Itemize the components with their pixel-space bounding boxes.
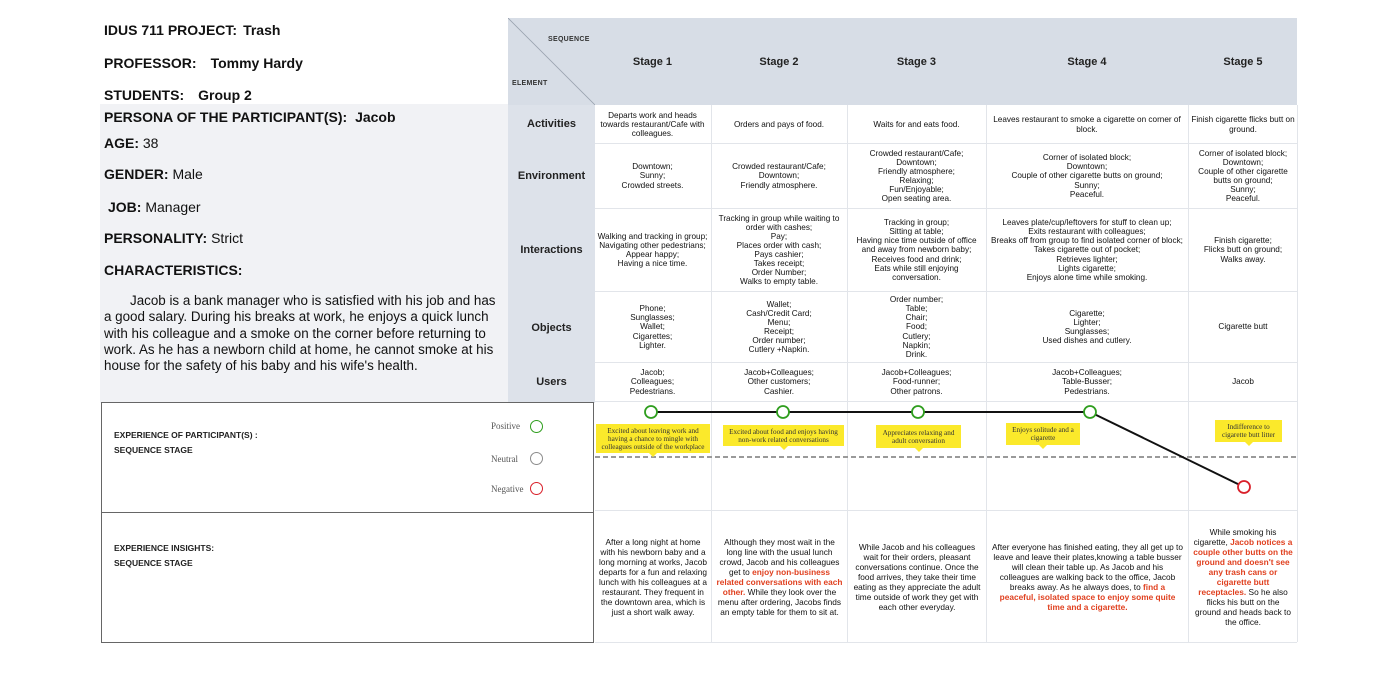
cell-users-stage-4: Jacob+Colleagues; Table-Busser; Pedestrians. — [1052, 368, 1122, 396]
cell-objects-stage-5: Cigarette butt — [1218, 322, 1268, 332]
gender-label: GENDER: — [104, 166, 169, 182]
insights-title-line-2: SEQUENCE STAGE — [114, 558, 193, 568]
row-label-interactions: Interactions — [520, 244, 583, 256]
job-label: JOB: — [108, 199, 142, 215]
stage-4-header: Stage 4 — [1067, 56, 1107, 68]
insight-stage-3 — [848, 512, 986, 642]
students-label: STUDENTS: — [104, 87, 185, 103]
cell-environment-stage-4: Corner of isolated block; Downtown; Couple of other cigarette butts on ground; Sunny; Peaceful. — [1011, 153, 1163, 199]
element-axis-label: ELEMENT — [512, 80, 548, 87]
insight-stage-5 — [1189, 512, 1297, 642]
cell-objects-stage-4: Cigarette; Lighter; Sunglasses; Used dishes and cutlery. — [1042, 308, 1132, 346]
insight-stage-4 — [987, 512, 1188, 642]
insight-stage-5-text-end: So he also flicks his butt on the ground and heads back to the office. — [1195, 587, 1291, 627]
age-value: 38 — [142, 135, 159, 151]
row-label-environment: Environment — [517, 170, 586, 182]
insight-stage-4-highlight: find a peaceful, isolated space to enjoy some quite time and a cigarette. — [999, 582, 1176, 612]
cell-objects-stage-2: Wallet; Cash/Credit Card; Menu; Receipt; Order number; Cutlery +Napkin. — [746, 299, 812, 355]
row-label-activities: Activities — [527, 118, 576, 130]
cell-activities-stage-1: Departs work and heads towards restaurant/Cafe with colleagues. — [600, 110, 705, 139]
insight-stage-2-text: Although they most wait in the long line with the usual lunch crowd, Jacob and his colleagues get to — [719, 537, 840, 577]
stage-2-header: Stage 2 — [759, 56, 799, 68]
insights-box — [101, 512, 594, 643]
cell-activities-stage-2: Orders and pays of food. — [733, 119, 825, 129]
persona-name-label: PERSONA OF THE PARTICIPANT(S): — [104, 109, 348, 125]
cell-environment-stage-3: Crowded restaurant/Cafe; Downtown; Friendly atmosphere; Relaxing; Fun/Enjoyable; Open seating area. — [869, 148, 964, 204]
insight-stage-2-text-end: While they look over the menu after ordering, Jacobs finds an empty table for them to sit at. — [717, 587, 842, 617]
insight-stage-2 — [712, 512, 847, 642]
cell-users-stage-5: Jacob — [1232, 377, 1254, 387]
gender-value: Male — [172, 166, 203, 182]
cell-interactions-stage-1: Walking and tracking in group; Navigating other pedestrians; Appear happy; Having a nice time. — [597, 231, 708, 269]
row-label-objects: Objects — [531, 322, 572, 334]
experience-title-line-2: SEQUENCE STAGE — [114, 445, 193, 455]
insight-stage-5-highlight: Jacob notices a couple other butts on the ground and doesn't see any trash cans or cigarette butt receptacles. — [1193, 537, 1293, 597]
project-title-value: Trash — [243, 22, 281, 38]
age-label: AGE: — [104, 135, 139, 151]
insight-stage-4-text: After everyone has finished eating, they all get up to leave and leave their plates,knowing a table busser will clean their table up. As Jacob and his colleagues are walking back to the office, Jacob breaks away. As he always does, to — [992, 542, 1183, 592]
sequence-axis-label: SEQUENCE — [548, 36, 590, 43]
project-title-label: IDUS 711 PROJECT: — [104, 22, 238, 38]
stage-3-header: Stage 3 — [896, 56, 937, 68]
cell-activities-stage-5: Finish cigarette flicks butt on ground. — [1191, 115, 1295, 134]
cell-objects-stage-1: Phone; Sunglasses; Wallet; Cigarettes; Lighter. — [630, 304, 675, 350]
stage-1-header: Stage 1 — [632, 56, 673, 68]
experience-note-stage-1: Excited about leaving work and having a chance to mingle with colleagues outside of the workplace — [596, 424, 710, 453]
cell-users-stage-1: Jacob; Colleagues; Pedestrians. — [629, 368, 676, 396]
experience-point-stage-2 — [777, 406, 789, 418]
cell-environment-stage-2: Crowded restaurant/Cafe; Downtown; Friendly atmosphere. — [732, 162, 826, 190]
insight-stage-3-text: While Jacob and his colleagues wait for their orders, pleasant conversations continue. Once the food arrives, they take their time eating as they appreciate the adult time outside of work they get with each other everyday. — [853, 542, 981, 612]
characteristics-title: CHARACTERISTICS: — [104, 262, 243, 278]
personality-label: PERSONALITY: — [104, 230, 208, 246]
row-label-users: Users — [536, 376, 567, 388]
experience-note-stage-5: Indifference to cigarette butt litter — [1215, 420, 1282, 442]
insights-title-line-1: EXPERIENCE INSIGHTS: — [114, 543, 215, 553]
stage-5-header: Stage 5 — [1223, 56, 1263, 68]
cell-interactions-stage-2: Tracking in group while waiting to order with cashes; Pay; Places order with cash; Pays cashier; Takes receipt; Order Number; Walks to empty table. — [718, 213, 840, 287]
persona-name-value: Jacob — [355, 109, 396, 125]
experience-note-stage-3: Appreciates relaxing and adult conversation — [876, 425, 961, 448]
students-value: Group 2 — [198, 87, 252, 103]
insight-stage-2-highlight: enjoy non-business related conversations with each other. — [716, 567, 843, 597]
cell-interactions-stage-3: Tracking in group; Sitting at table; Having nice time outside of office and away from newborn baby; Receives food and drink; Eats while still enjoying conversation. — [856, 218, 977, 282]
insight-stage-5-text: While smoking his cigarette, — [1193, 527, 1277, 547]
cell-users-stage-2: Jacob+Colleagues; Other customers; Cashier. — [744, 368, 814, 396]
cell-users-stage-3: Jacob+Colleagues; Food-runner; Other patrons. — [881, 368, 952, 396]
experience-point-stage-4 — [1084, 406, 1096, 418]
personality-value: Strict — [211, 230, 243, 246]
cell-interactions-stage-5: Finish cigarette; Flicks butt on ground; Walks away. — [1203, 236, 1283, 264]
experience-note-stage-4: Enjoys solitude and a cigarette — [1006, 423, 1080, 445]
professor-label: PROFESSOR: — [104, 55, 197, 71]
job-value: Manager — [145, 199, 201, 215]
cell-activities-stage-4: Leaves restaurant to smoke a cigarette on corner of block. — [993, 115, 1181, 134]
insights-title — [114, 541, 214, 571]
experience-note-stage-2: Excited about food and enjoys having non-work related conversations — [723, 425, 844, 446]
insight-stage-1 — [595, 512, 711, 642]
experience-title-line-1: EXPERIENCE OF PARTICIPANT(S) : — [114, 430, 258, 440]
cell-objects-stage-3: Order number; Table; Chair; Food; Cutlery; Napkin; Drink. — [889, 295, 944, 359]
legend-positive-label: Positive — [491, 421, 521, 431]
experience-point-stage-5 — [1238, 481, 1250, 493]
legend-neutral-label: Neutral — [491, 454, 518, 464]
insight-stage-1-text: After a long night at home with his newborn baby and a long morning at works, Jacob departs for a fun and relaxing lunch with his colleagues at a restaurant. They frequent in the downtown area, which is just a short walk away. — [599, 537, 707, 617]
experience-point-stage-3 — [912, 406, 924, 418]
persona-bio: Jacob is a bank manager who is satisfied with his job and has a good salary. During his breaks at work, he enjoys a quick lunch with his colleague and a smoke on the corner before returning to work. As he has a newborn child at home, he cannot smoke at his house for the safety of his baby and his wife's health. — [104, 293, 496, 374]
experience-point-stage-1 — [645, 406, 657, 418]
cell-environment-stage-1: Downtown; Sunny; Crowded streets. — [621, 162, 684, 190]
cell-activities-stage-3: Waits for and eats food. — [873, 119, 960, 129]
cell-interactions-stage-4: Leaves plate/cup/leftovers for stuff to clean up; Exits restaurant with colleagues; Breaks off from group to find isolated corner of block; Takes cigarette out of pocket; Retrieves lighter; Lights cigarette; Enjoys alone time while smoking. — [991, 218, 1183, 282]
cell-environment-stage-5: Corner of isolated block; Downtown; Couple of other cigarette butts on ground; Sunny; Peaceful. — [1198, 148, 1288, 204]
legend-negative-label: Negative — [491, 484, 524, 494]
professor-value: Tommy Hardy — [210, 55, 303, 71]
